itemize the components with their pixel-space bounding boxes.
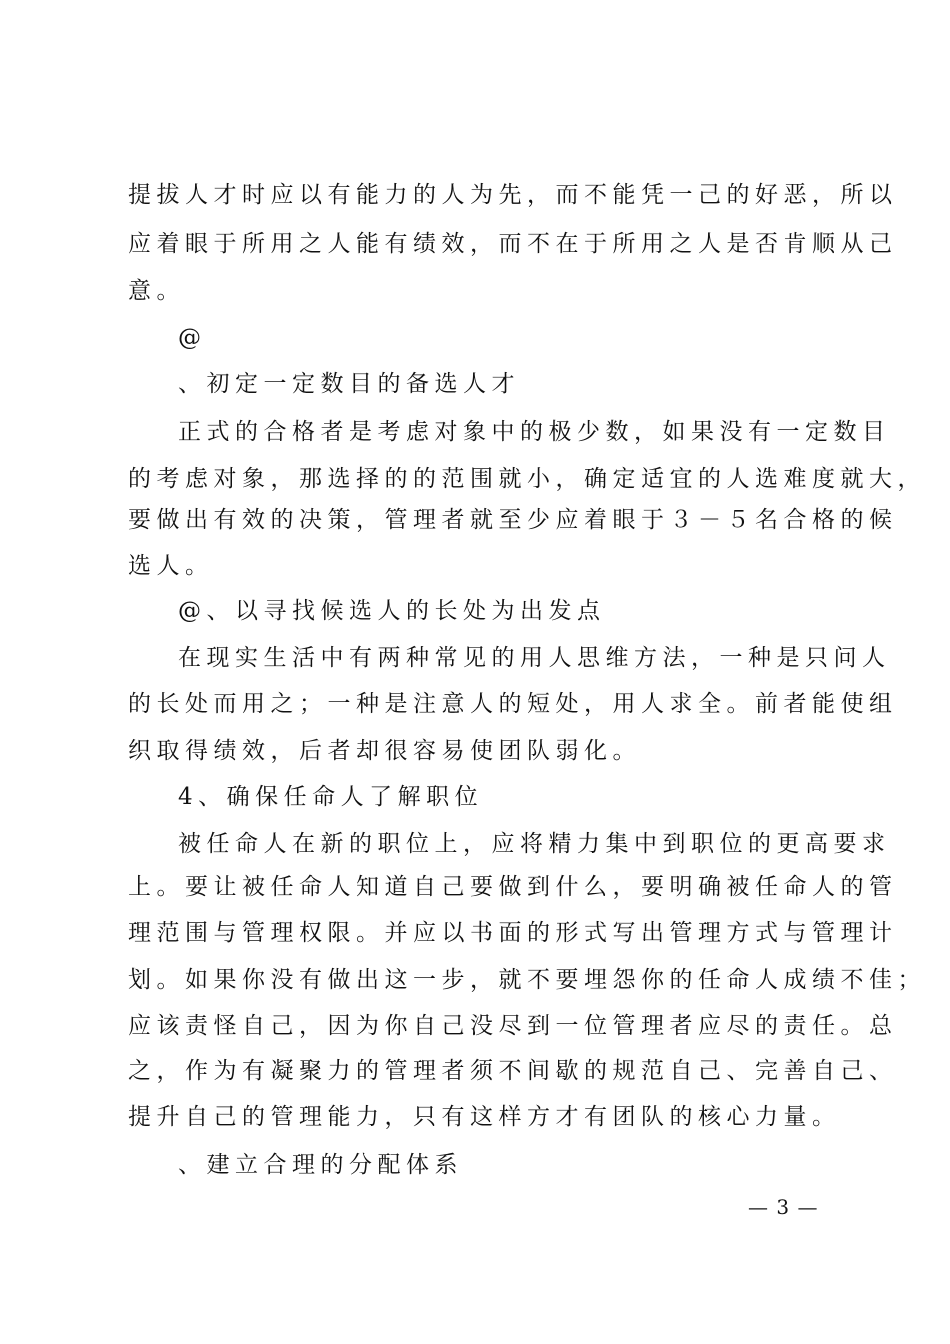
body-text-line: 划。如果你没有做出这一步，就不要埋怨你的任命人成绩不佳； <box>128 967 926 993</box>
body-text-line: 应该责怪自己，因为你自己没尽到一位管理者应尽的责任。总 <box>128 1013 898 1039</box>
body-text-line: 意。 <box>128 278 185 304</box>
body-text-line: 的长处而用之；一种是注意人的短处，用人求全。前者能使组 <box>128 691 898 717</box>
page-number: — 3 — <box>748 1195 819 1219</box>
body-text-line: 上。要让被任命人知道自己要做到什么，要明确被任命人的管 <box>128 874 898 900</box>
body-text-line: 在现实生活中有两种常见的用人思维方法，一种是只问人 <box>178 645 891 671</box>
body-text-line: 正式的合格者是考虑对象中的极少数，如果没有一定数目 <box>178 419 891 445</box>
body-text-line: 的考虑对象，那选择的的范围就小，确定适宜的人选难度就大， <box>128 466 926 492</box>
section-heading: 、建立合理的分配体系 <box>178 1152 463 1178</box>
heading-marker: @ <box>178 325 207 351</box>
body-text-line: 之，作为有凝聚力的管理者须不间歇的规范自己、完善自己、 <box>128 1058 898 1084</box>
body-text-line: 应着眼于所用之人能有绩效，而不在于所用之人是否肯顺从己 <box>128 231 898 257</box>
body-text-line: 理范围与管理权限。并应以书面的形式写出管理方式与管理计 <box>128 920 898 946</box>
body-text-line: 织取得绩效，后者却很容易使团队弱化。 <box>128 738 641 764</box>
body-text-line: 被任命人在新的职位上，应将精力集中到职位的更高要求 <box>178 831 891 857</box>
section-heading: 4、确保任命人了解职位 <box>178 784 484 810</box>
body-text-line: 要做出有效的决策，管理者就至少应着眼于３－５名合格的候 <box>128 507 898 533</box>
body-text-line: 提升自己的管理能力，只有这样方才有团队的核心力量。 <box>128 1104 841 1130</box>
body-text-line: 选人。 <box>128 553 214 579</box>
section-heading: @、以寻找候选人的长处为出发点 <box>178 598 606 624</box>
body-text-line: 提拔人才时应以有能力的人为先，而不能凭一己的好恶，所以 <box>128 182 898 208</box>
section-heading: 、初定一定数目的备选人才 <box>178 371 520 397</box>
